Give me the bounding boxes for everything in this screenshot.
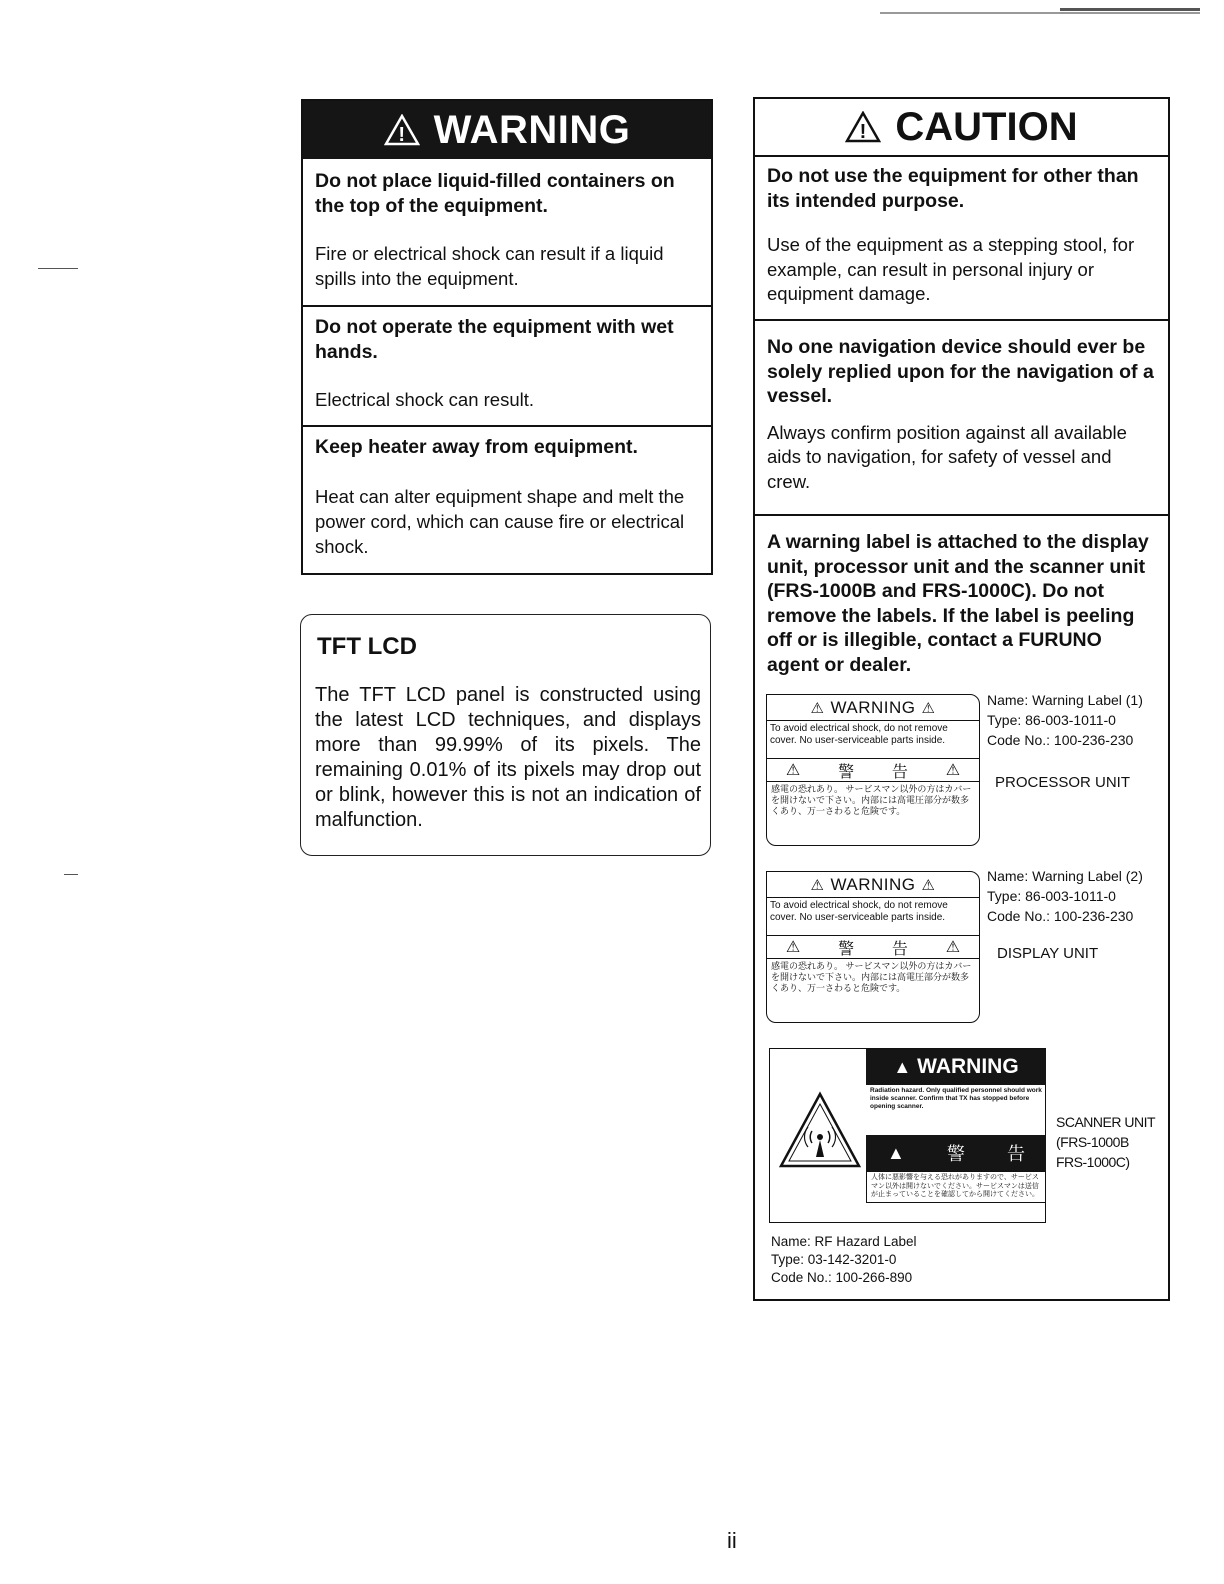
tft-lcd-title: TFT LCD [317, 633, 417, 660]
warning-label-2 [766, 871, 980, 1023]
warning-triangle-icon: ⚠ [921, 699, 936, 717]
label-1-info [987, 690, 1143, 750]
caution-section-title: A warning label is attached to the display unit, processor unit and the scanner unit (FRS-1000B and FRS-1000C). Do not remove the labels. If the label is peeling off or is illegible, contact a FURUNO agent or dealer. [767, 531, 1149, 676]
warning-section-liquid [303, 165, 711, 307]
rf-japanese-char: 警 [946, 1144, 965, 1164]
tft-lcd-box [300, 614, 711, 856]
display-unit-label: DISPLAY UNIT [997, 945, 1099, 962]
caution-section-title: Do not use the equipment for other than its intended purpose. [767, 165, 1139, 212]
rf-label-type: Type: 03-142-3201-0 [771, 1252, 897, 1267]
label-japanese-char: 告 [891, 940, 908, 958]
svg-text:!: ! [860, 121, 867, 143]
label-japanese-char: 警 [838, 763, 855, 781]
caution-section-purpose [755, 157, 1168, 321]
warning-section-heater [303, 429, 711, 575]
rf-warning-bar [866, 1049, 1046, 1085]
label-name: Name: Warning Label (2) [987, 868, 1143, 884]
warning-box [301, 99, 713, 575]
caution-section-body: Always confirm position against all available aids to navigation, for safety of vessel and crew. [767, 421, 1127, 492]
scanner-unit-line: (FRS-1000B [1056, 1134, 1129, 1150]
tft-lcd-body: The TFT LCD panel is constructed using the latest LCD techniques, and displays more than 99.99% of its pixels. The remaining 0.01% of its pixels may drop out or blink, however this is not an indication of malfunction. [315, 684, 701, 831]
svg-text:!: ! [397, 124, 406, 146]
warning-triangle-icon: ⚠ [785, 939, 801, 956]
warning-header [303, 101, 711, 159]
scan-speck [1060, 8, 1200, 11]
scan-speck [880, 12, 1200, 14]
rf-label-code: Code No.: 100-266-890 [771, 1270, 913, 1285]
warning-triangle-icon: ⚠ [810, 876, 825, 894]
label-japanese-text: 感電の恐れあり。 サービスマン以外の方はカバーを開けないで下さい。内部には高電圧部分が数多くあり、万一さわると危険です。 [771, 784, 972, 816]
caution-header-text: CAUTION [895, 104, 1078, 149]
label-name: Name: Warning Label (1) [987, 692, 1143, 708]
warning-triangle-icon: ⚠ [945, 762, 961, 779]
caution-section-body: Use of the equipment as a stepping stool, for example, can result in personal injury or equipment damage. [767, 234, 1135, 304]
warning-section-body: Electrical shock can result. [315, 389, 535, 410]
warning-header-text: WARNING [433, 107, 631, 152]
warning-label-1 [766, 694, 980, 846]
scan-speck [64, 874, 78, 875]
warning-triangle-icon: ▲ [887, 1142, 905, 1163]
label-english-text: To avoid electrical shock, do not remove cover. No user-serviceable parts inside. [767, 898, 979, 936]
rf-hazard-panel [866, 1049, 1046, 1223]
label-header [767, 872, 979, 898]
warning-triangle-icon: ⚠ [810, 699, 825, 717]
scan-speck [38, 268, 78, 269]
label-japanese-text: 感電の恐れあり。 サービスマン以外の方はカバーを開けないで下さい。内部には高電圧部分が数多くあり、万一さわると危険です。 [771, 961, 972, 993]
label-header [767, 695, 979, 721]
warning-triangle-icon [384, 114, 420, 146]
processor-unit-label: PROCESSOR UNIT [995, 774, 1131, 791]
label-type: Type: 86-003-1011-0 [987, 712, 1116, 728]
rf-label-info [771, 1233, 917, 1287]
warning-section-title: Keep heater away from equipment. [315, 436, 638, 458]
warning-triangle-icon: ▲ [893, 1056, 912, 1077]
warning-section-title: Do not place liquid-filled containers on the top of the equipment. [315, 170, 675, 217]
rf-warning-text: WARNING [917, 1055, 1019, 1078]
caution-triangle-icon [845, 111, 881, 143]
warning-section-wet-hands [303, 309, 711, 427]
rf-japanese-char: 告 [1006, 1144, 1025, 1164]
warning-section-title: Do not operate the equipment with wet hands. [315, 316, 674, 363]
label-2-info [987, 866, 1143, 926]
rf-english-text: Radiation hazard. Only qualified personnel should work inside scanner. Confirm that TX has stopped before opening scanner. [870, 1087, 1042, 1110]
caution-section-navigation [755, 323, 1168, 516]
scanner-unit-line: FRS-1000C) [1056, 1154, 1130, 1170]
rf-label-name: Name: RF Hazard Label [771, 1234, 917, 1249]
scanner-unit-line: SCANNER UNIT [1056, 1114, 1156, 1130]
label-japanese-header [767, 759, 979, 782]
scanner-unit-label [1056, 1112, 1155, 1172]
rf-japanese-text: 人体に悪影響を与える恐れがありますので、サービスマン以外は開けないでください。サービスマンは送信が止まっていることを確認してから開けてください。 [866, 1171, 1046, 1203]
label-header-text: WARNING [830, 874, 916, 894]
label-english-text: To avoid electrical shock, do not remove cover. No user-serviceable parts inside. [767, 721, 979, 759]
label-code: Code No.: 100-236-230 [987, 908, 1134, 924]
page-number: ii [727, 1528, 737, 1553]
warning-triangle-icon: ⚠ [921, 876, 936, 894]
caution-header [755, 99, 1168, 157]
caution-section-title: No one navigation device should ever be solely replied upon for the navigation of a vessel. [767, 336, 1154, 407]
rf-hazard-label [769, 1048, 1046, 1223]
label-type: Type: 86-003-1011-0 [987, 888, 1116, 904]
caution-section-labels [755, 518, 1168, 688]
warning-section-body: Fire or electrical shock can result if a liquid spills into the equipment. [315, 243, 664, 289]
label-japanese-char: 告 [891, 763, 908, 781]
label-japanese-header [767, 936, 979, 959]
radiation-hazard-icon [778, 1091, 862, 1169]
rf-japanese-bar [866, 1135, 1046, 1171]
warning-section-body: Heat can alter equipment shape and melt the power cord, which can cause fire or electrical shock. [315, 486, 685, 557]
warning-triangle-icon: ⚠ [785, 762, 801, 779]
warning-triangle-icon: ⚠ [945, 939, 961, 956]
label-code: Code No.: 100-236-230 [987, 732, 1134, 748]
label-japanese-char: 警 [838, 940, 855, 958]
label-header-text: WARNING [830, 697, 916, 717]
